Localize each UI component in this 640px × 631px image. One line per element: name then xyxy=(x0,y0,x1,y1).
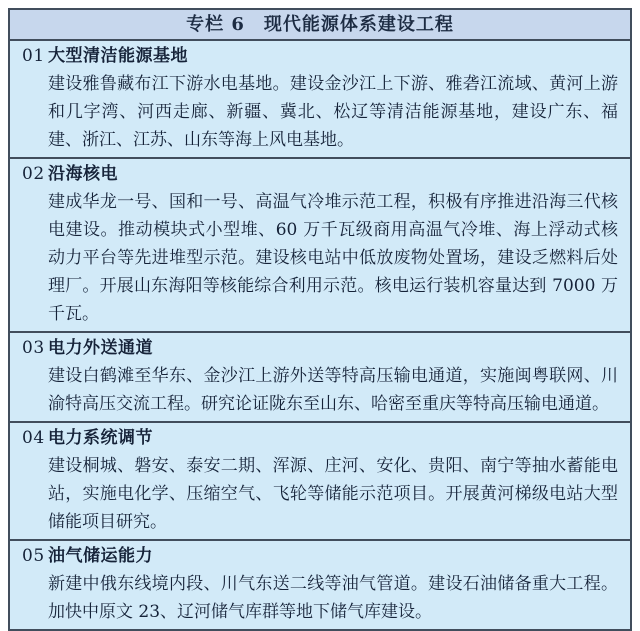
section-body: 建设桐城、磐安、泰安二期、浑源、庄河、安化、贵阳、南宁等抽水蓄能电站，实施电化学、压缩空气、飞轮等储能示范项目。开展黄河梯级电站大型储能项目研究。 xyxy=(48,456,618,532)
section-heading: 沿海核电 xyxy=(48,164,118,184)
section-heading: 电力系统调节 xyxy=(48,428,153,448)
section-power-transmission xyxy=(10,333,630,423)
section-heading: 油气储运能力 xyxy=(48,546,153,566)
section-number: 04 xyxy=(22,428,45,448)
energy-projects-panel xyxy=(8,8,632,631)
section-grid-regulation xyxy=(10,423,630,541)
section-number: 02 xyxy=(22,164,45,184)
section-oil-gas-storage xyxy=(10,541,630,629)
section-clean-energy-bases xyxy=(10,41,630,159)
section-heading: 电力外送通道 xyxy=(48,338,153,358)
section-body: 新建中俄东线境内段、川气东送二线等油气管道。建设石油储备重大工程。加快中原文 23、辽河储气库群等地下储气库建设。 xyxy=(48,574,618,622)
section-number: 03 xyxy=(22,338,45,358)
section-number: 05 xyxy=(22,546,45,566)
section-heading: 大型清洁能源基地 xyxy=(48,46,188,66)
section-body: 建设雅鲁藏布江下游水电基地。建设金沙江上下游、雅砻江流域、黄河上游和几字湾、河西走廊、新疆、冀北、松辽等清洁能源基地，建设广东、福建、浙江、江苏、山东等海上风电基地。 xyxy=(48,74,618,150)
panel-title: 专栏 6 现代能源体系建设工程 xyxy=(10,10,630,41)
section-body: 建设白鹤滩至华东、金沙江上游外送等特高压输电通道，实施闽粤联网、川渝特高压交流工程。研究论证陇东至山东、哈密至重庆等特高压输电通道。 xyxy=(48,366,618,414)
section-coastal-nuclear xyxy=(10,159,630,333)
section-body: 建成华龙一号、国和一号、高温气冷堆示范工程，积极有序推进沿海三代核电建设。推动模块式小型堆、60 万千瓦级商用高温气冷堆、海上浮动式核动力平台等先进堆型示范。建设核电站中低放废物处置场，建设乏燃料后处理厂。开展山东海阳等核能综合利用示范。核电运行装机容量达到 7000 万千瓦。 xyxy=(48,192,618,324)
section-number: 01 xyxy=(22,46,45,66)
